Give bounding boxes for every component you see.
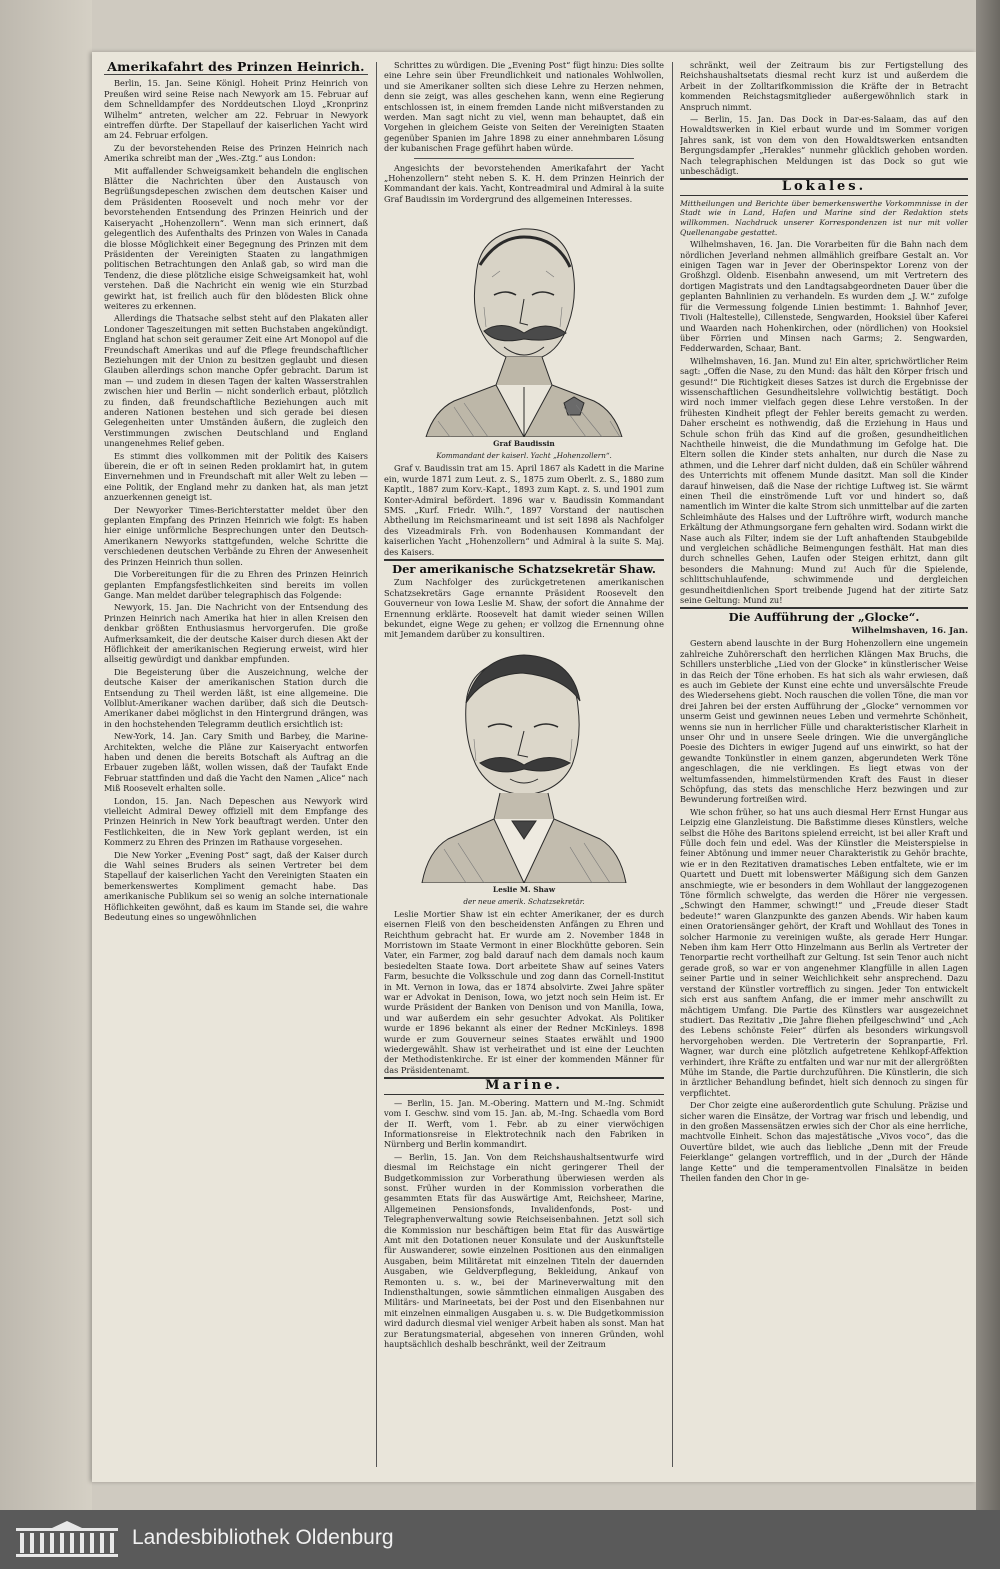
- column-1: [104, 60, 368, 1470]
- column-2: [384, 60, 664, 1470]
- paragraph: schränkt, weil der Zeitraum bis zur Fertigstellung des Reichshaushaltsetats diesmal recht kurz ist und außerdem die Arbeit in der Zolltarifkommission die Kräfte der in Betracht kommenden Reichstagsmitglieder außergewöhnlich stark in Anspruch nimmt.: [680, 60, 968, 112]
- paragraph: London, 15. Jan. Nach Depeschen aus Newyork wird vielleicht Admiral Dewey offiziell mit dem Empfange des Prinzen Heinrich in New York beauftragt werden. Unter den Festlichkeiten, die in New York geplant werden, ist ein Kommerz zu Ehren des Prinzen im Rathause vorgesehen.: [104, 795, 368, 848]
- paragraph: Allerdings die Thatsache selbst steht auf den Plakaten aller Londoner Tageszeitungen mit setten Buchstaben angekündigt. England hat schon seit geraumer Zeit eine Art Monopol auf die Freundschaft Amerikas und auf die Pflege freundschaftlicher Beziehungen mit der Union zu besitzen geglaubt und diesen Glauben allerdings schon manche Opfer gebracht. Darum ist man — und zudem in diesen Tagen der kalten Wasserstrahlen zwischen hier und Berlin — nicht sonderlich erbaut, plötzlich zu finden, daß freundschaftliche Beziehungen auch mit anderen Nationen bestehen und sich gerade bei diesen Gelegenheiten unter Umständen äußern, die zugleich den Verstimmungen zwischen Deutschland und England unangenehmes Relief geben.: [104, 313, 368, 449]
- paragraph: Gestern abend lauschte in der Burg Hohenzollern eine ungemein zahlreiche Zuhörerschaft den herrlichen Klängen Max Bruchs, die Schillers unsterbliche „Lied von der Glocke“ in künstlerischer Weise in das Reich der Töne erhoben. Es hat sich als wahr erwiesen, daß es auch im Gebiete der Kunst eine echte und unversälschte Freude des Wiedersehens giebt. Noch rauschen die vollen Töne, die man vor drei Jahren bei der ersten Aufführung der „Glocke“ vernommen vor unserm Geist und gewinnen neues Leben und vermehrte Schönheit, wenns sie nun in herrlicher Fülle und charakteristischer Klarheit in unser Ohr und in unsere Seele dringen. Wie die unvergängliche Poesie des Dichters in ewiger Jugend auf uns einwirkt, so hat der gewandte Tonkünstler in einem ganzen, abgerundeten Werk Töne angeschlagen, die nie verklingen. Es liegt etwas von der weltumfassenden, himmelstürmenden Kraft des Faust in dieser Schöpfung, das stets das menschliche Herz bezwingen und zur Bewunderung fortreißen wird.: [680, 638, 968, 805]
- lokales-subtitle: Mittheilungen und Berichte über bemerkenswerthe Vorkommnisse in der Stadt wie in Land, Hafen und Marine sind der Redaktion stets willkommen. Nachdruck unserer Korrespondenzen ist nur mit voller Quellenangabe gestattet.: [680, 198, 968, 237]
- section-title-lokales: Lokales.: [680, 178, 968, 195]
- paragraph: Die New Yorker „Evening Post“ sagt, daß der Kaiser durch die Wahl seines Bruders als seinen Vertreter bei dem Stapellauf der kaiserlichen Yacht den Vereinigten Staaten ein bemerkenswertes Kompliment gemacht habe. Das amerikanische Publikum sei so wenig an solche internationale Höflichkeiten gewöhnt, daß es kaum im Stande sei, die wahre Bedeutung eines so ungewöhnlichen: [104, 849, 368, 923]
- paragraph: New-York, 14. Jan. Cary Smith und Barbey, die Marine-Architekten, welche die Pläne zur Kaiseryacht entworfen haben und denen die bereits Botschaft als Auftrag an die Erbauer zugeben läßt, wollen wissen, daß der Taufakt Ende Februar stattfinden und daß die Yacht den Namen „Alice“ nach Miß Roosevelt erhalten solle.: [104, 731, 368, 794]
- section-title-marine: Marine.: [384, 1077, 664, 1094]
- paragraph: Zu der bevorstehenden Reise des Prinzen Heinrich nach Amerika schreibt man der „Wes.-Ztg.“ aus London:: [104, 142, 368, 164]
- column-3: [680, 60, 968, 1470]
- caption-baudissin-title: Kommandant der kaiserl. Yacht „Hohenzollern“.: [436, 451, 612, 461]
- dateline: Wilhelmshaven, 16. Jan.: [851, 625, 968, 636]
- paragraph: Wilhelmshaven, 16. Jan. Mund zu! Ein alter, sprichwörtlicher Reim sagt: „Offen die Nase, zu den Mund: das hält den Körper frisch und gesund!“ Die Richtigkeit dieses Satzes ist durch die Ergebnisse der wissenschaftlichen Gesundheitslehre vollwichtig bestätigt. Doch wird noch immer vielfach gegen diese Lehre verstoßen. In der frühesten Kindheit pflegt der Fehler bereits gemacht zu werden. Daher erscheint es nothwendig, daß die Erziehung in Haus und Schule schon früh das Kind auf die großen, gesundheitlichen Nachtheile hinweist, die die Mundathmung im Gefolge hat. Die Eltern sollen die Kinder stets anhalten, nur durch die Nase zu athmen, und die Lehrer darf nicht dulden, daß ein Schüler während des Unterrichts mit offenem Munde dasitzt. Man soll die Kinder darauf hinweisen, daß die Nase der richtige Luftweg ist. Sie wärmt einen Theil die einströmende Luft vor und hindert so, daß namentlich im Winter die kalte Strom sich unmittelbar auf die zarten Schleimhäute des Halses und der Luftröhre wirft, wodurch manche Erkältung der Athmungsorgane fern gehalten wird. Sodann wirkt die Nase auch als Filter, indem sie der Luft anhaftenden Staubgebilde und vergleichen schädliche Beimengungen festhält. Hat man dies durch schnelles Gehen, Laufen oder Steigen erhitzt, dann gilt besonders die Mahnung: Mund zu! Auch für die Spielende, schlittschuhlaufende, schwimmende und dergleichen gesundheitdienlichen Sport treibende Jugend hat der zitirte Satz seine Geltung: Mund zu!: [680, 355, 968, 606]
- article-title-glocke: Die Aufführung der „Glocke“.: [680, 607, 968, 622]
- paragraph: Der Chor zeigte eine außerordentlich gute Schulung. Präzise und sicher waren die Einsätze, der Vortrag war frisch und lebendig, und in den großen Massensätzen erwies sich der Chor als eine herrliche, machtvolle Einheit. Schon das majestätische „Vivos voco“, das die Ouvertüre bildet, wie auch das liebliche „Denn mit der Freude Feierklange“ gelangen vortrefflich, und in der „Durch der Hände lange Kette“ und die temperamentvollen Finalsätze in beiden Theilen fanden den Chor in ge-: [680, 1100, 968, 1183]
- paragraph: Leslie Mortier Shaw ist ein echter Amerikaner, der es durch eisernen Fleiß von den bescheidensten Anfängen zu Ehren und Reichthum gebracht hat. Er wurde am 2. November 1848 in Morristown im Staate Vermont in einer Blockhütte geboren. Sein Vater, ein Farmer, zog bald darauf nach dem damals noch kaum besiedelten Staate Iowa. Dort arbeitete Shaw auf seines Vaters Farm, besuchte die Volksschule und zog dann das Cornell-Institut in Mt. Vernon in Iowa, das er 1874 absolvirte. Zwei Jahre später war er Advokat in Denison, Iowa, wo jetzt noch sein Heim ist. Er wurde Präsident der Banken von Denison und von Manilla, Iowa, und war außerdem ein sehr gesuchter Advokat. Als Politiker wurde er 1896 bekannt als einer der Redner McKinleys. 1898 wurde er zum Gouverneur seines Staates erwählt und 1900 wiedergewählt. Shaw ist verheirathet und ist eine der Leuchten der Methodistenkirche. Er ist einer der kommenden Männer für das Präsidentenamt.: [384, 908, 664, 1075]
- article-title-shaw: Der amerikanische Schatzsekretär Shaw.: [384, 559, 664, 574]
- paragraph: — Berlin, 15. Jan. Das Dock in Dar-es-Salaam, das auf den Howaldtswerken in Kiel erbaut wurde und im Sommer vorigen Jahres sank, ist von dem von den Howaldtswerken entsandten Bergungsdampfer „Herakles“ nunmehr glücklich gehoben worden. Nach telegraphischen Meldungen ist das Dock so gut wie unbeschädigt.: [680, 114, 968, 177]
- paragraph: Es stimmt dies vollkommen mit der Politik des Kaisers überein, die er oft in seinen Reden proklamirt hat, in gutem Einvernehmen und in Freundschaft mit aller Welt zu leben — eine Politik, der England mehr zu danken hat, als man jetzt anzuerkennen geneigt ist.: [104, 450, 368, 503]
- portrait-graf-baudissin: [414, 207, 634, 437]
- footer-bar: [0, 1510, 1000, 1569]
- column-rule: [376, 62, 377, 1467]
- paragraph: Newyork, 15. Jan. Die Nachricht von der Entsendung des Prinzen Heinrich nach Amerika hat hier in allen Kreisen den denkbar größten Enthusiasmus hervorgerufen. Die große Aufmerksamkeit, die der deutsche Kaiser durch diesen Akt der Höflichkeit der amerikanischen Regierung erweist, wird hier allseitig gewürdigt und dankbar empfunden.: [104, 602, 368, 665]
- paragraph: Die Vorbereitungen für die zu Ehren des Prinzen Heinrich geplanten Empfangsfestlichkeiten sind bereits im vollen Gange. Man meldet darüber telegraphisch das Folgende:: [104, 569, 368, 600]
- paragraph: Die Begeisterung über die Auszeichnung, welche der deutsche Kaiser der amerikanischen Station durch die Entsendung zu Theil werden läßt, ist eine allgemeine. Die Vollblut-Amerikaner wachen darüber, daß sich die Deutsch-Amerikaner dabei möglichst in den Hintergrund drängen, was in den hochstehenden Telegramm deutlich ersichtlich ist:: [104, 666, 368, 729]
- separator: [414, 158, 634, 159]
- paragraph: Wilhelmshaven, 16. Jan. Die Vorarbeiten für die Bahn nach dem nördlichen Jeverland nehmen allmählich greifbare Gestalt an. Vor einigen Tagen war in Jever der Oberinspektor Lorenz von der Großhzgl. Oldenb. Eisenbahn anwesend, um mit Vertretern des dortigen Magistrats und den Landtagsabgeordneten Dauer über die geplanten Bahnlinien zu verhandeln. Es wurden dem „J. W.“ zufolge für die Vermessung folgende Linien bestimmt: 1. Bahnhof Jever, Tivoli (Haltestelle), Cillenstede, Sengwarden, Hooksiel über Kaferei und Waarden nach Hohenkirchen, oder (nördlichen) von Hooksiel über Förrien und Minsen nach Garms; 2. Sengwarden, Fedderwarden, Schaar, Bant.: [680, 239, 968, 354]
- library-building-icon: [12, 1520, 122, 1560]
- page-edge-shadow: [976, 0, 1000, 1569]
- caption-baudissin-name: Graf Baudissin: [493, 439, 555, 449]
- paragraph: Schrittes zu würdigen. Die „Evening Post“ fügt hinzu: Dies sollte eine Lehre sein über Freundlichkeit und nationales Wohlwollen, und sie Amerikaner sollten sich diese Lehre zu Herzen nehmen, denn sie zeigt, was alles geschehen kann, wenn eine Regierung entschlossen ist, in einem fremden Lande nicht mißverstanden zu werden. Man sagt nicht zu viel, wenn man behauptet, daß ein Vorgehen in gleichem Geiste von Seiten der Vereinigten Staaten gegenüber Spanien im Jahre 1898 zu einer annehmbaren Lösung der kubanischen Frage geführt haben würde.: [384, 60, 664, 154]
- paragraph: Angesichts der bevorstehenden Amerikafahrt der Yacht „Hohenzollern“ steht neben S. K. H. dem Prinzen Heinrich der Kommandant der kais. Yacht, Kontreadmiral und Admiral à la suite Graf Baudissin im Vordergrund des allgemeinen Interesses.: [384, 162, 664, 204]
- portrait-leslie-shaw: [414, 643, 634, 883]
- paragraph: Graf v. Baudissin trat am 15. April 1867 als Kadett in die Marine ein, wurde 1871 zum Leut. z. S., 1875 zum Oberlt. z. S., 1880 zum Kaptlt., 1887 zum Korv.-Kapt., 1893 zum Kapt. z. S. und 1901 zum Konter-Admiral befördert. 1896 war v. Baudissin Kommandant SMS. „Kurf. Friedr. Wilh.“, 1897 Vorstand der nautischen Abtheilung im Reichsmarineamt und ist seit 1898 als Nachfolger des Vizeadmirals Frh. von Bodenhausen Kommandant der kaiserlichen Yacht „Hohenzollern“ und Admiral à la suite S. Maj. des Kaisers.: [384, 463, 664, 557]
- paragraph: Mit auffallender Schweigsamkeit behandeln die englischen Blätter die Nachrichten über den Austausch von Begrüßungsdepeschen zwischen dem deutschen Kaiser und dem Präsidenten Roosevelt und noch mehr vor der bevorstehenden Entsendung des Prinzen Heinrich und der Kaiseryacht „Hohenzollern“. Wenn man sich erinnert, daß gelegentlich des Aufenthalts des Prinzen von Wales in Canada die blosse Möglichkeit einer Begegnung des Prinzen mit dem Präsidenten der Vereinigten Staaten zu langathmigen politischen Betrachtungen den Anlaß gab, so wird man die Tendenz, die diese plötzliche eisige Schweigsamkeit hat, wohl verstehen. Daß die Nachricht ein wenig wie ein Sturzbad gewirkt hat, ist freilich auch für den blödesten Blick ohne weiteres zu erkennen.: [104, 165, 368, 311]
- paragraph: Der Newyorker Times-Berichterstatter meldet über den geplanten Empfang des Prinzen Heinrich wie folgt: Es haben hier einige unförmliche Besprechungen unter den Deutsch-Amerikanern Newyorks stattgefunden, welche Schritte die verschiedenen deutschen Verbände zu Ehren der Anwesenheit des Prinzen Heinrich thun sollen.: [104, 504, 368, 567]
- paragraph: — Berlin, 15. Jan. Von dem Reichshaushaltsentwurfe wird diesmal im Reichstage ein nicht geringerer Theil der Budgetkommission zur Vorberathung überwiesen werden als sonst. Früher wurden in der Kommission vorberathen die gesammten Etats für das Auswärtige Amt, Reichsheer, Marine, Allgemeinen Pensionsfonds, Invalidenfonds, Post- und Telegraphenverwaltung sowie Reichseisenbahnen. Jetzt soll sich die Kommission nur beschäftigen beim Etat für das Auswärtige Amt mit den Dotationen neuer Konsulate und der Auskunftstelle für Auswanderer, sowie einzelnen Positionen aus den einmaligen Ausgaben, beim Militäretat mit einzelnen Titeln der dauernden Ausgaben, wie Geldverpflegung, Bekleidung, Ankauf von Remonten u. s. w., bei der Marineverwaltung mit den Indiensthaltungen, sowie sämmtlichen einmaligen Ausgaben des Militärs- und Marineetats, bei der Post und den Eisenbahnen nur mit einzelnen einmaligen Ausgaben u. s. w. Die Budgetkommission wird dadurch diesmal viel weniger Arbeit haben als sonst. Man hat zur Beratungsmaterial, abgesehen von inneren Gründen, wohl hauptsächlich deshalb beschränkt, weil der Zeitraum: [384, 1151, 664, 1350]
- library-name: Landesbibliothek Oldenburg: [132, 1526, 394, 1549]
- paragraph: Zum Nachfolger des zurückgetretenen amerikanischen Schatzsekretärs Gage ernannte Präsident Roosevelt den Gouverneur von Iowa Leslie M. Shaw, der sofort die Annahme der Ernennung erklärte. Roosevelt hat damit wieder seinen Willen bekundet, eigne Wege zu gehen; er vollzog die Ernennung ohne mit Jemandem darüber zu konsultiren.: [384, 577, 664, 640]
- caption-shaw-title: der neue amerik. Schatzsekretär.: [463, 896, 585, 906]
- column-rule: [672, 62, 673, 1467]
- paragraph: — Berlin, 15. Jan. M.-Obering. Mattern und M.-Ing. Schmidt vom I. Geschw. sind vom 15. Jan. ab, M.-Ing. Schaedla vom Bord der II. Werft, vom 1. Febr. ab zu einer vierwöchigen Informationsreise in Elektrotechnik nach den Fabriken in Nürnberg und Berlin kommandirt.: [384, 1097, 664, 1150]
- article-title-prinz-heinrich: Amerikafahrt des Prinzen Heinrich.: [104, 62, 368, 75]
- caption-shaw-name: Leslie M. Shaw: [492, 884, 556, 894]
- paragraph: Berlin, 15. Jan. Seine Königl. Hoheit Prinz Heinrich von Preußen wird seine Reise nach Newyork am 15. Februar auf dem Schnelldampfer des Norddeutschen Lloyd „Kronprinz Wilhelm“ antreten, welcher am 22. Februar in Newyork eintreffen dürfte. Der Stapellauf der kaiserlichen Yacht wird am 24. Februar erfolgen.: [104, 78, 368, 141]
- scan-left-margin: [0, 0, 92, 1569]
- paragraph: Wie schon früher, so hat uns auch diesmal Herr Ernst Hungar aus Leipzig eine Glanzleistung. Die Baßstimme dieses Künstlers, welche selbst die Höhe des Baritons spielend erreicht, ist bei aller Kraft und Fülle doch fein und edel. Was der Künstler die Meisterspielse in feiner Abtönung und immer neuer Charakteristik zu Gehör brachte, wie er in den Rezitativen dramatisches Leben entfaltete, wie er im Quartett und Duett mit lobenswerter Mäßigung sich dem Ganzen anschmiegte, wie er besonders in dem Wohllaut der langgezogenen Töne förmlich schwelgte, das werden die Hörer nie vergessen. „Schwingt den Hammer, schwingt!“ und „Freude dieser Stadt bedeute!“ waren Glanzpunkte des ganzen Abends. Wir haben kaum einen Oratoriensänger gehört, der Kraft und Wohllaut des Tones in solcher Harmonie zu vereinigen wußte, als gerade Herr Hungar. Neben ihm kam Herr Otto Hinzelmann aus Berlin als Vertreter der Tenorpartie recht vortheilhaft zur Geltung. Ist sein Tenor auch nicht gerade groß, so war er von angenehmer Klangfülle in allen Lagen seiner Partie und in seiner Weichlichkeit sehr ansprechend. Dazu verstand der Künstler vortrefflich zu singen. Jeder Ton entwickelt sich erst aus sanftem Anfang, die er immer mehr anschwillt zu mächtigem Umfang. Die Partie des Künstlers war ausgezeichnet studiert. Das Rezitativ „Die Jahre fliehen pfeilgeschwind“ und „Ach des Lebens schönste Feier“ dürfen als besonders wirkungsvoll hervorgehoben werden. Die Vertreterin der Sopranpartie, Frl. Wagner, war durch eine plötzlich aufgetretene Kehlkopf-Affektion verhindert, ihre Kräfte zu entfalten und war nur mit der allergrößten Mühe im Stande, die Partie durchzuführen. Die Künstlerin, die sich in ärztlicher Behandlung befindet, hielt sich dennoch zu singen für verpflichtet.: [680, 806, 968, 1098]
